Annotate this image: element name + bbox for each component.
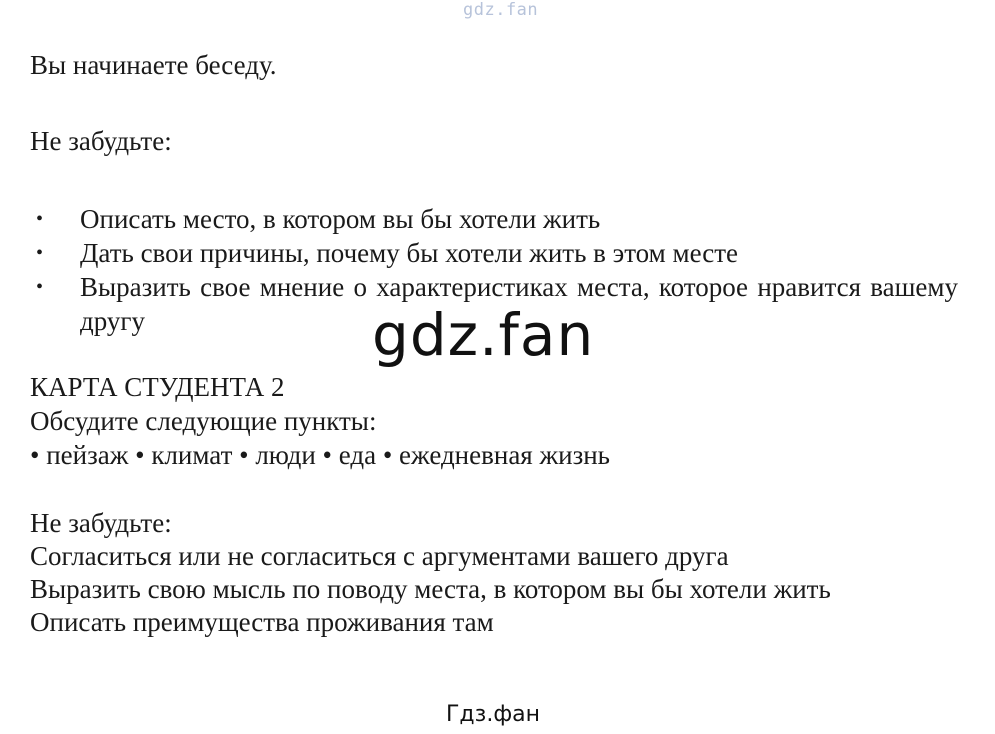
list-item — [36, 236, 958, 270]
discussion-points: • пейзаж • климат • люди • еда • ежедневная жизнь — [30, 440, 610, 470]
watermark-top: gdz.fan — [463, 0, 539, 20]
remember-label-2: Не забудьте: — [30, 508, 172, 538]
watermark-bottom: Гдз.фан — [446, 702, 540, 727]
card-title: КАРТА СТУДЕНТА 2 — [30, 372, 285, 402]
discuss-label: Обсудите следующие пункты: — [30, 406, 377, 436]
watermark-center: gdz.fan — [372, 301, 595, 369]
bullet-marker: • — [36, 242, 44, 264]
bullet-marker: • — [36, 208, 44, 230]
task-line: Описать преимущества проживания там — [30, 607, 494, 637]
task-line: Выразить свою мысль по поводу места, в котором вы бы хотели жить — [30, 574, 831, 604]
remember-label-1: Не забудьте: — [30, 126, 172, 156]
list-item-text: Выразить свое мнение о характеристиках места, которое нравится вашему другу — [80, 272, 958, 336]
bullet-marker: • — [36, 276, 44, 298]
intro-text: Вы начинаете беседу. — [30, 50, 277, 80]
list-item — [36, 202, 958, 236]
list-item-text: Описать место, в котором вы бы хотели жить — [80, 204, 601, 234]
list-item-text: Дать свои причины, почему бы хотели жить в этом месте — [80, 238, 739, 268]
task-line: Согласиться или не согласиться с аргументами вашего друга — [30, 541, 729, 571]
